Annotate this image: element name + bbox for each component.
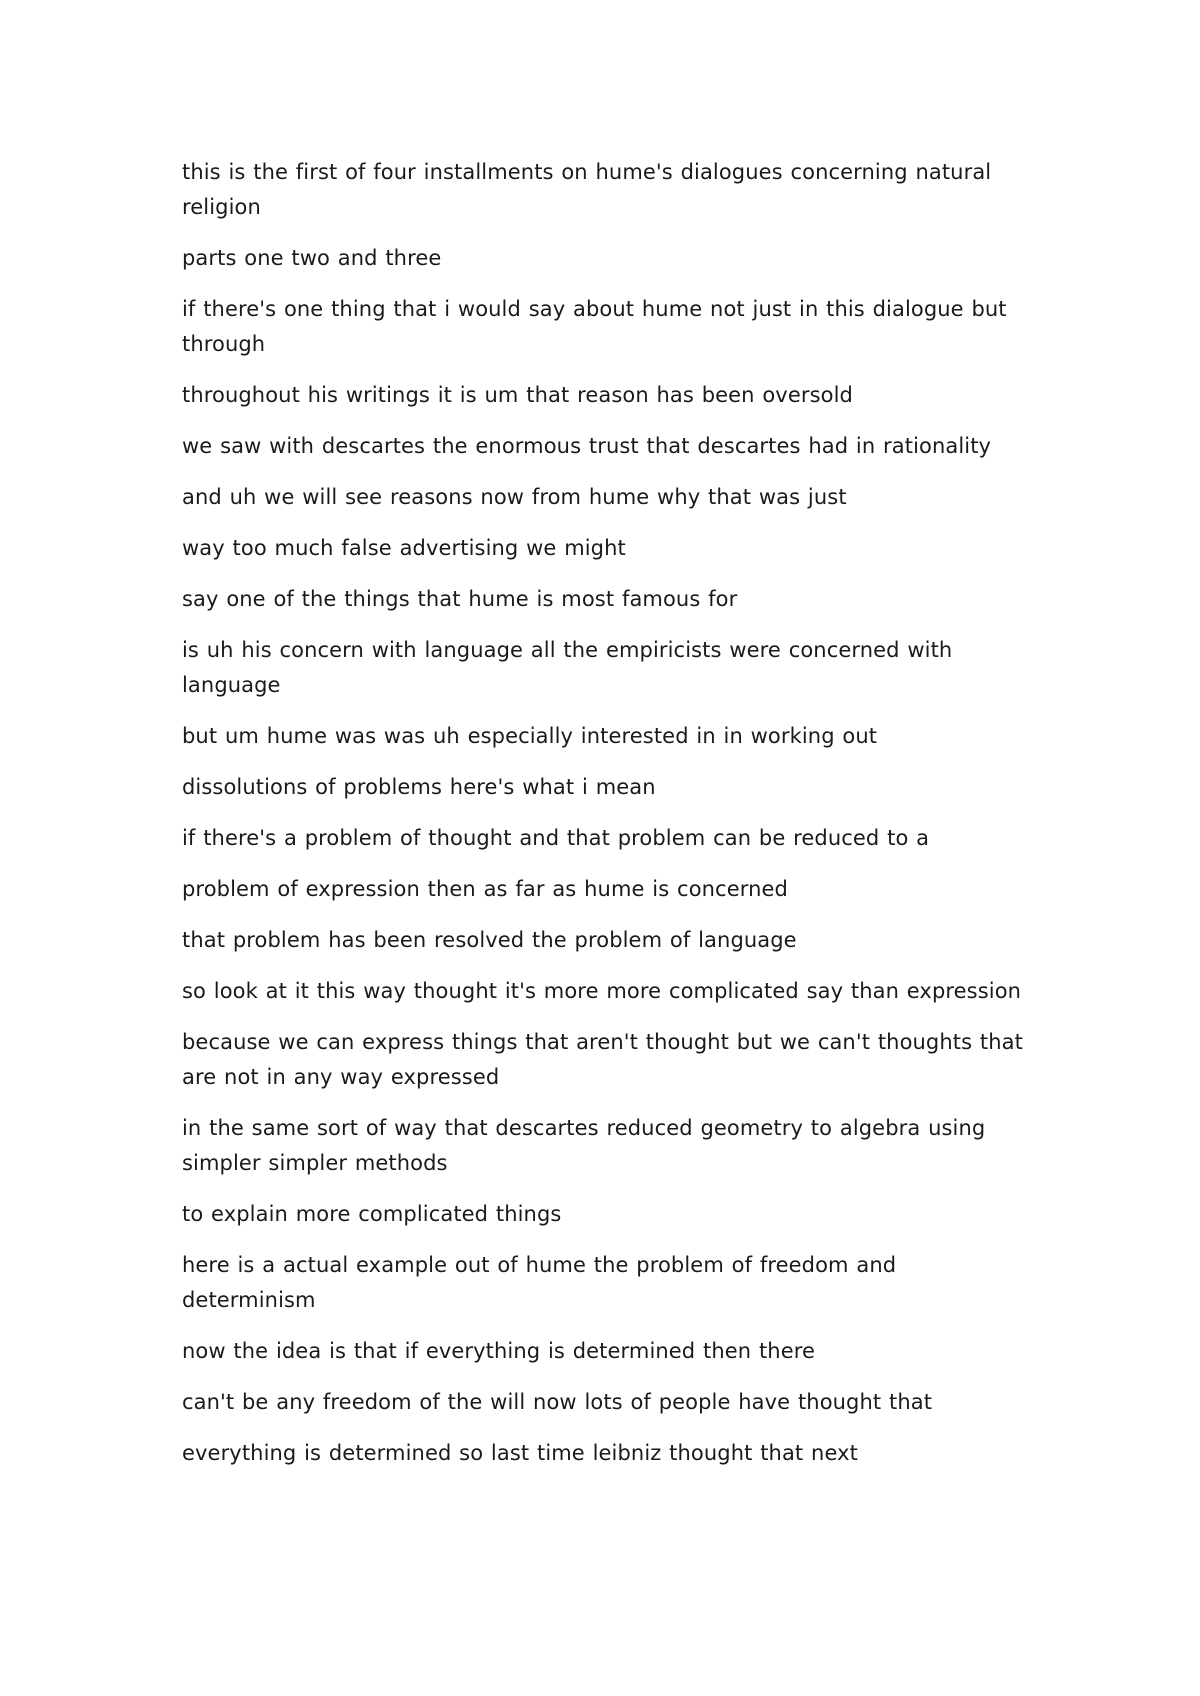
paragraph: say one of the things that hume is most famous for: [182, 587, 738, 611]
paragraph: and uh we will see reasons now from hume why that was just: [182, 485, 847, 509]
paragraph: if there's one thing that i would say about hume not just in this dialogue but through: [182, 297, 1007, 356]
paragraph: to explain more complicated things: [182, 1202, 562, 1226]
paragraph: problem of expression then as far as hume is concerned: [182, 877, 788, 901]
paragraph: but um hume was was uh especially interested in in working out: [182, 724, 878, 748]
paragraph: that problem has been resolved the problem of language: [182, 928, 797, 952]
paragraph: parts one two and three: [182, 246, 442, 270]
paragraph: here is a actual example out of hume the problem of freedom and determinism: [182, 1253, 897, 1312]
paragraph: can't be any freedom of the will now lots of people have thought that: [182, 1390, 933, 1414]
paragraph: throughout his writings it is um that reason has been oversold: [182, 383, 853, 407]
transcript-body: [182, 155, 1032, 1487]
paragraph: now the idea is that if everything is determined then there: [182, 1339, 816, 1363]
paragraph: is uh his concern with language all the empiricists were concerned with language: [182, 638, 953, 697]
paragraph: we saw with descartes the enormous trust that descartes had in rationality: [182, 434, 992, 458]
paragraph: because we can express things that aren't thought but we can't thoughts that are not in any way expressed: [182, 1030, 1023, 1089]
paragraph: way too much false advertising we might: [182, 536, 626, 560]
paragraph: in the same sort of way that descartes reduced geometry to algebra using simpler simpler methods: [182, 1116, 986, 1175]
paragraph: so look at it this way thought it's more more complicated say than expression: [182, 979, 1022, 1003]
paragraph: everything is determined so last time leibniz thought that next: [182, 1441, 858, 1465]
paragraph: if there's a problem of thought and that problem can be reduced to a: [182, 826, 930, 850]
paragraph: this is the first of four installments on hume's dialogues concerning natural religion: [182, 160, 992, 219]
paragraph: dissolutions of problems here's what i mean: [182, 775, 656, 799]
